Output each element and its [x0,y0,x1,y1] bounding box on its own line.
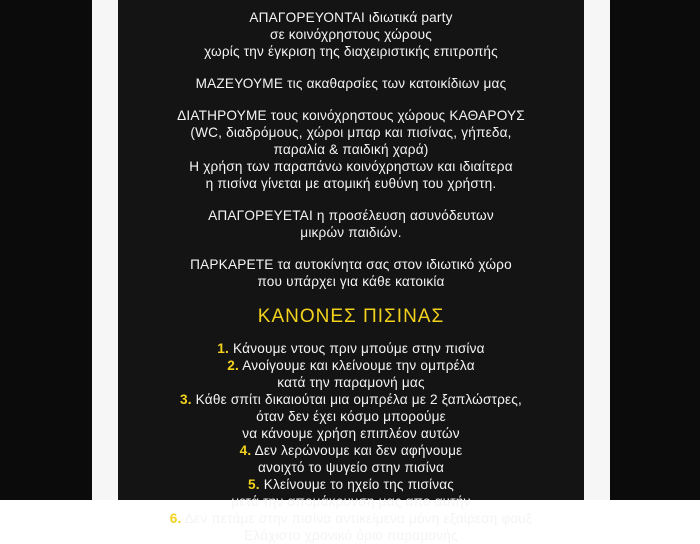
notice-paragraph-parking [118,256,584,290]
notice-paragraph-cleanliness [118,107,584,192]
rule-text: όταν δεν έχει κόσμο μπορούμε [256,409,446,424]
notice-paragraph-children [118,207,584,241]
notice-line: ΠΑΡΚΑΡΕΤΕ τα αυτοκίνητα σας στον ιδιωτικό χώρο [190,257,512,272]
rule-number: 6. [169,511,182,526]
notice-line: η πισίνα γίνεται με ατομική ευθύνη του χρήστη. [205,176,497,191]
notice-line: ΜΑΖΕΥΟΥΜΕ τις ακαθαρσίες των κατοικίδιων μας [195,76,507,91]
rules-poster [118,0,584,543]
left-dark-border-inner [38,0,92,500]
pool-rule-5 [118,476,584,510]
rule-number: 2. [227,358,239,373]
rule-text: Δεν λερώνουμε και δεν αφήνουμε [254,443,463,458]
rule-text: Κάνουμε ντους πριν μπούμε στην πισίνα [233,341,485,356]
rule-text: Δεν πετάμε στην πισίνα αντικείμενα μόνη εξαίρεση φουξ [184,511,533,526]
rule-text: Κάθε σπίτι δικαιούται μια ομπρέλα με 2 ξαπλώστρες, [195,392,523,407]
notice-line: Η χρήση των παραπάνω κοινόχρηστων και ιδιαίτερα [189,159,513,174]
notice-line: παραλία & παιδική χαρά) [273,142,429,157]
rule-number: 1. [217,341,230,356]
right-dark-border [662,0,700,500]
rule-text: Ανοίγουμε και κλείνουμε την ομπρέλα [242,358,475,373]
rule-text: Κλείνουμε το ηχείο της πισίνας [263,477,455,492]
notice-line: ΑΠΑΓΟΡΕΥΟΝΤΑΙ ιδιωτικά party [249,10,453,25]
left-dark-border [0,0,38,500]
pool-rule-4 [118,442,584,476]
notice-line: (WC, διαδρόμους, χώροι μπαρ και πισίνας, γήπεδα, [190,125,512,140]
pool-rule-3 [118,391,584,442]
rule-text: Ελάχιστο χρονικό όριο παραμονής [244,528,458,543]
pool-rule-1 [118,340,584,357]
notice-line: ΔΙΑΤΗΡΟΥΜΕ τους κοινόχρηστους χώρους ΚΑΘΑΡΟΥΣ [177,108,525,123]
notice-line: μικρών παιδιών. [300,225,402,240]
rule-text: να κάνουμε χρήση επιπλέον αυτών [242,426,460,441]
rule-number: 5. [247,477,260,492]
pool-rules-title: ΚΑΝΟΝΕΣ ΠΙΣΙΝΑΣ [257,306,445,327]
notice-line: που υπάρχει για κάθε κατοικία [257,274,445,289]
right-dark-border-inner [610,0,662,500]
notice-line: χωρίς την έγκριση της διαχειριστικής επιτροπής [204,44,498,59]
pool-rule-2 [118,357,584,391]
rule-text: μετά την απομάκρυνση μας απο αυτήν [231,494,471,509]
rule-number: 4. [239,443,252,458]
rule-text: ανοιχτό το ψυγείο στην πισίνα [257,460,445,475]
rule-text: κατά την παραμονή μας [277,375,425,390]
pool-rule-6 [118,510,584,544]
rule-number: 3. [179,392,192,407]
notice-paragraph-pets [118,75,584,92]
notice-line: ΑΠΑΓΟΡΕΥΕΤΑΙ η προσέλευση ασυνόδευτων [208,208,494,223]
notice-line: σε κοινόχρηστους χώρους [269,27,432,42]
notice-paragraph-party [118,9,584,60]
